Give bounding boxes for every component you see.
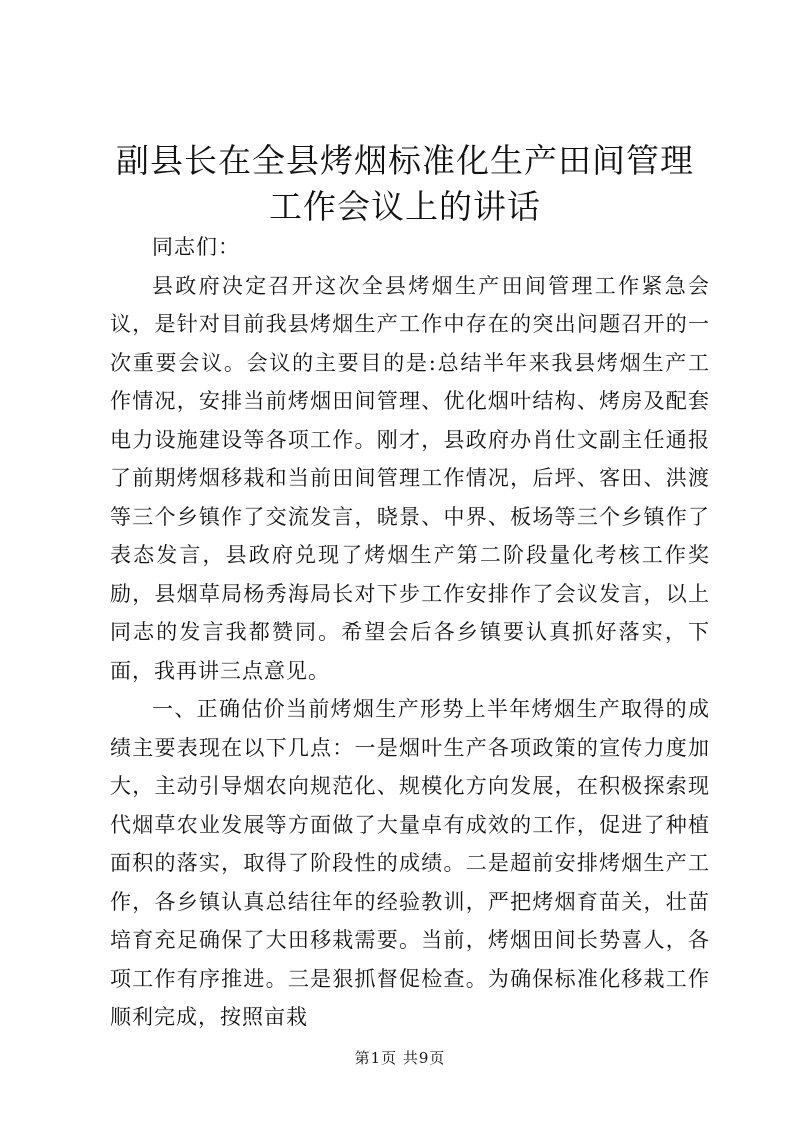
paragraph-section-one: 一、正确估价当前烤烟生产形势上半年烤烟生产取得的成绩主要表现在以下几点：一是烟叶生产各项政策的宣传力度加大，主动引导烟农向规范化、规模化方向发展，在积极探索现代烟草农业发展等方面做了大量卓有成效的工作，促进了种植面积的落实，取得了阶段性的成绩。二是超前安排烤烟生产工作，各乡镇认真总结往年的经验教训，严把烤烟育苗关，壮苗培育充足确保了大田移栽需要。当前，烤烟田间长势喜人，各项工作有序推进。三是狠抓督促检查。为确保标准化移栽工作顺利完成，按照亩栽 <box>110 697 710 1029</box>
salutation: 同志们： <box>152 235 240 259</box>
page-indicator: 第1页 共9页 <box>354 1049 446 1067</box>
paragraph-intro: 县政府决定召开这次全县烤烟生产田间管理工作紧急会议，是针对目前我县烤烟生产工作中存在的突出问题召开的一次重要会议。会议的主要目的是:总结半年来我县烤烟生产工作情况，安排当前烤烟田间管理、优化烟叶结构、烤房及配套电力设施建设等各项工作。刚才，县政府办肖仕文副主任通报了前期烤烟移栽和当前田间管理工作情况，后坪、客田、洪渡等三个乡镇作了交流发言，晓景、中界、板场等三个乡镇作了表态发言，县政府兑现了烤烟生产第二阶段量化考核工作奖励，县烟草局杨秀海局长对下步工作安排作了会议发言，以上同志的发言我都赞同。希望会后各乡镇要认真抓好落实，下面，我再讲三点意见。 <box>110 273 710 683</box>
document-body <box>110 228 710 1037</box>
document-title: 副县长在全县烤烟标准化生产田间管理工作会议上的讲话 <box>116 141 694 226</box>
